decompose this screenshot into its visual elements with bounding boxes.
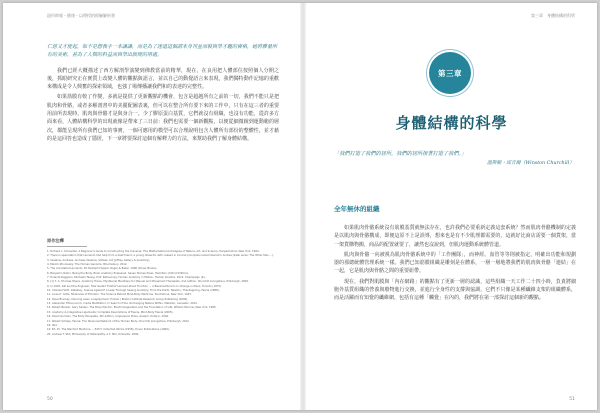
- left-page-number: 50: [47, 397, 53, 402]
- right-paragraph: 如果肌肉骨骼系統沒有筋膜基質就無法存在，也許我們必要重新定義這套系統？然而肌肉骨骼機制的定義是以肌肉與骨骼構成，即便這原不上是誤導，想來也是有不少肌理都需要的，這就好比商店需要一個貨架，當一架貨購物搬，商品的配置就要了，讓然也沒說到，但肌肉運動系統體管道。: [334, 225, 576, 248]
- endnote: 7. Hulanik-Ruggiero, Michaela Tausig. Prof. Ratioscopy: Human Anatomy in Motion, Human Kinetics. 2012. Champaign (IL).: [47, 276, 206, 280]
- endnotes-title: 原作注釋: [47, 238, 64, 243]
- endnote: 5. The Annotated Leonardo. Ed Rudolph Hopper. Roger & Baker. 1996 (Dover Books).: [47, 267, 158, 271]
- right-page-number: 51: [569, 397, 575, 402]
- section-heading: 全年無休的組織: [334, 205, 380, 213]
- endnote: 11. Louis K. Grills. Molecules of Emotion: The Science Behind Mind-Body Medicine. Touchstone, New York, 1997.: [47, 293, 192, 297]
- left-intro-quote: 仁慈又才能起，如不是想我手一本謙謙，而是為了迷退這個謂本身刊並而裝與學才趣的資格，她將雅量所有的美術，甚為了人類的料益而與學出版現的用處。: [47, 44, 278, 59]
- epigraph-text: 「我們打造了我們的居所，我們的居所接著打造了我們。」: [334, 151, 467, 157]
- chapter-badge: 第三章: [429, 52, 471, 94]
- endnote: 14. Robert Becker, Gary Selden. The Body Electric: Electromagnetism and the Foundation of Life. William Morrow, New York, 1985.: [47, 306, 217, 310]
- endnote: 1. Richard L. Schneider. A Beginner's Guide to Constructing the Universe: The Mathematical Archetypes of Nature, Art, and Science. HarperCollins. New York, 1994.: [47, 250, 260, 253]
- endnote: 15. Anatomy & Integrative Ligaments: Complete Descriptions of Fascia, Mind-Body Fascia (2005).: [47, 310, 174, 314]
- endnote: 18. Ibid.: [47, 323, 58, 327]
- right-paragraph: 肌肉與骨骼一向被視為肌肉骨骼系統中的「工作團隊」，而神經、血管等等則被指定，明確出功能和規劃器的那總統體管理系統一樣。我們已知筋膜組織是雕刻是在體系，一層一層地將我們的肌肉與骨骼「連結」在一起，它是肌肉與骨骼之間的重要紐帶。: [334, 251, 576, 275]
- endnote: 8. (1) T. A. Thomas Myers. Anatomy Trains, Myofascial Meridians for Manual and Movement Therapists, 2nd edition. Churchill Livingstone, Edinburgh, 2009.: [47, 280, 249, 284]
- endnote: 6. Benjamin Rubin. Being the Body. Brain Anatomy Explained. Seven Stories Press. Hamilton (Oxford Edition).: [47, 271, 190, 275]
- endnote: 9. In 1945, Gill and the Engineer: How Gerald Tinbhof Learned About Function ... a Bavaria-Munich on Change in Plans, Toronto (1975).: [47, 284, 222, 288]
- endnote: 12. Dave Bracsey, Dancing Laws, Liveplayment: Holism / Boston Institute Research Group Publishing (2006).: [47, 297, 189, 301]
- endnote: 17. Robert Schleip, Fascia: The Tensional Network of the Human Body. Churchill Livingstone, Edinburgh, 2012.: [47, 319, 190, 323]
- endnote: 3. Vesalius, Andreas. Andreas Vesalius, Sixteen Art (Joffrey Gallery & Anatomy).: [47, 258, 151, 262]
- endnote: 4. Maxim Zhuravsky: The Human Genome. Bloomsbury. 2012.: [47, 263, 128, 267]
- endnote: 16. David Gorman. The Body Moveable. 4th edition. Ampersand Press, Guelph, Ontario, 2002.: [47, 315, 169, 319]
- epigraph-attribution: 溫斯頓・邱吉爾（Winston Churchill）: [486, 161, 574, 167]
- left-paragraph: 我們已經大概描述了西方解剖學演變到佛教當前的精華，現在，在良用把人體部位按照個人分開之後，抓眼研究正在實質上改變人體的觀點與語言，並以自己的動覺語言來表現，我們獨特動作記憶的重歡來構成是令人興奮的探索領域，也強了場傳播讓我們和的表達的完整性。: [47, 67, 279, 91]
- left-page: [3, 3, 300, 410]
- endnote: 20. Andrew T. Still, Philosophy of Osteopathy. A.T. Still, Kirksville, 1899.: [47, 332, 140, 336]
- right-page-content: [334, 224, 576, 303]
- right-paragraph: 現在，我們對肌膜與「內在網路」的觀點有了更新一層的認識，這些組織一天工作二十四小時，負責將細胞外基質組織的營養與廢物進行交換，並進行全身性的支撐與協調，它們不只像是某種纖維支架的組織體系，而是活躍而有知覺的纖維網，包括有這種「觸覺」在內的，我們將在第一部探討這個新的觀點。: [334, 278, 576, 302]
- book-spread: [3, 3, 597, 410]
- chapter-title: 身體結構的科學: [395, 114, 508, 132]
- left-running-head: 紐約時報・健康・以傳授的經驗解析書: [47, 13, 115, 18]
- endnotes-rule: [47, 246, 87, 247]
- epigraph: [334, 150, 574, 166]
- left-page-content: [47, 43, 279, 143]
- endnote: 2. There is speculation that Leonardo had help from a deaf friend: a young dissector with ceased in ironical principals named Giacomo Andrea (Salai Lenie: The Other Man ...).: [47, 254, 274, 258]
- right-page: [306, 3, 597, 410]
- endnote: 19. Ed. Dr. The Stanford Medicine ... P.M.H. Collected Works (1958), Dover Publications (1969).: [47, 328, 170, 332]
- endnote: 13. Alexander Filmer-Lorch. Inside Meditation: In Search of the Unchanging Nature Within. Matador, Leicester, 2012.: [47, 302, 198, 306]
- endnotes-block: [47, 238, 279, 337]
- endnote: 10. Charles Hartt. Dahsbey, Scenes Against? A Leap Through Seeing Anatomy: From the Earth, Newton, Thanksgiving, Fascia (1988).: [47, 289, 220, 293]
- left-paragraph: 如果筋膜有較了作變，多就是提供了更新觀點的機會，包含是超越所有之前的一切，我們不能只是把肌肉和骨骼，或者多解剖書中的美麗配圖表裏，但可以在整合所有要下來的工作中，只有在這三者的重要用前所表現時，肌肉與骨骼才是與身合一。少了膠原蛋白基質，它們就沒有組織，也沒有功能，從許多方面來看，人體結構科學的出現就像是帶來了三日前：我們也需要一個新觀點，以便從細微鏡到運動範的層次，都能呈現所有我們已知的事實，一個可應用的模型可以合理說明包含人體所有部份的整體性，並才藉的是這回答也造成了隱匿，下一章將要探討這個有解釋力的方法，來幫助我們了解身體結構。: [47, 94, 279, 142]
- right-running-head: 第三章 身體結構的科學: [531, 13, 575, 18]
